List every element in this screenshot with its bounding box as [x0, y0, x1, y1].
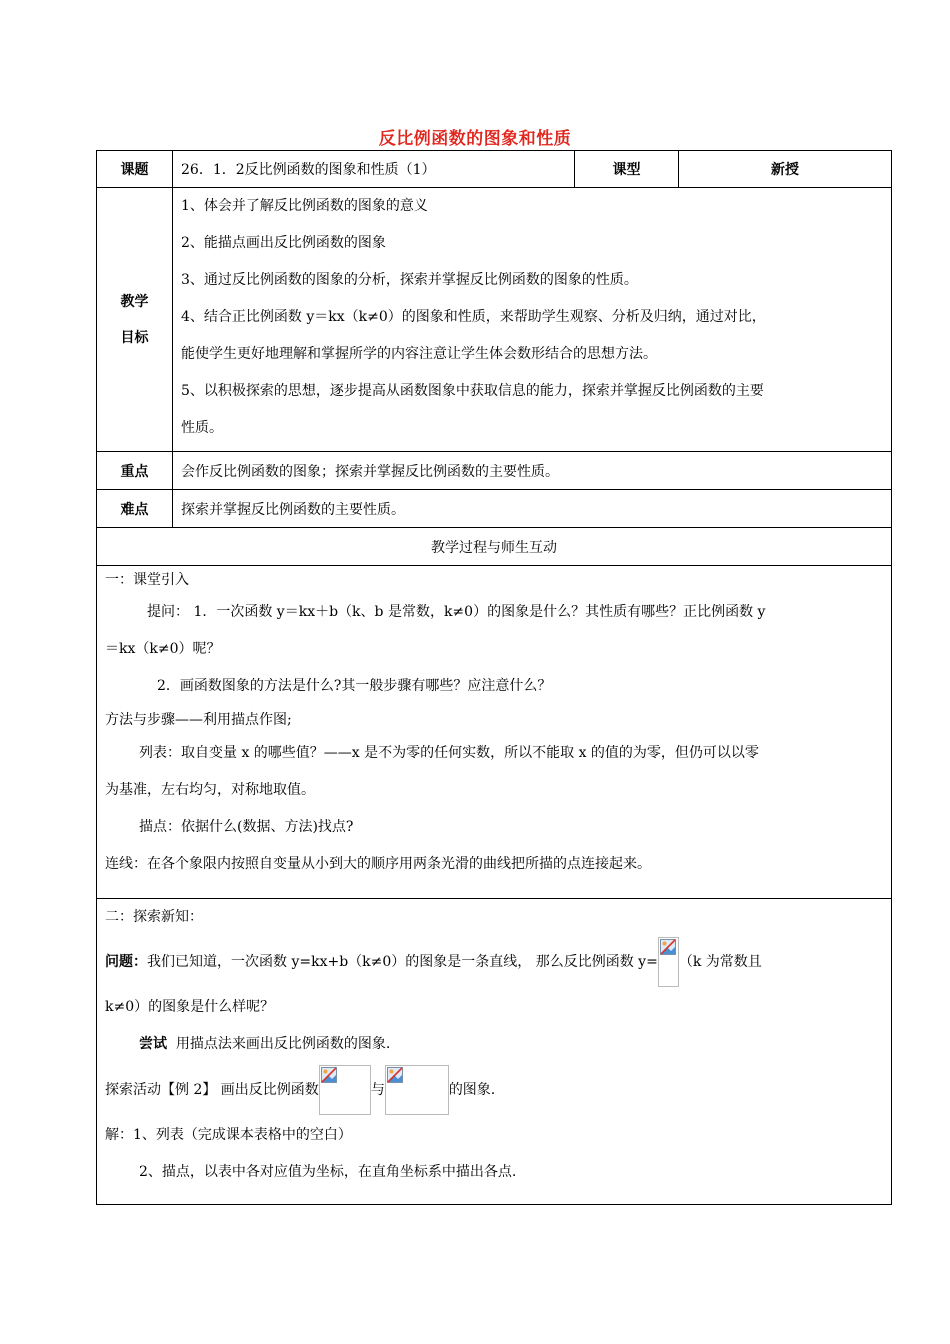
formula-image-placeholder — [385, 1065, 449, 1115]
solution-step1: 解：1、列表（完成课本表格中的空白） — [105, 1127, 352, 1143]
list-step-line1: 列表：取自变量 x 的哪些值？——x 是不为零的任何实数，所以不能取 x 的值的为零，但仍可以以零 — [139, 745, 759, 761]
goal-item: 4、结合正比例函数 y＝kx（k≠0）的图象和性质，来帮助学生观察、分析及归纳，通过对比， — [181, 309, 766, 325]
goal-item: 性质。 — [181, 420, 223, 436]
key-point-value: 会作反比例函数的图象；探索并掌握反比例函数的主要性质。 — [173, 452, 892, 490]
problem-tail: （k 为常数且 — [678, 954, 762, 970]
method-line: 方法与步骤——利用描点作图; — [105, 712, 292, 728]
goal-item: 3、通过反比例函数的图象的分析，探索并掌握反比例函数的图象的性质。 — [181, 272, 638, 288]
section1-heading: 一：课堂引入 — [105, 572, 189, 588]
key-point-row — [97, 452, 892, 490]
broken-image-icon — [321, 1067, 337, 1083]
type-label: 课型 — [575, 151, 679, 188]
plot-step: 描点：依据什么(数据、方法)找点? — [139, 819, 354, 835]
goal-item: 1、体会并了解反比例函数的图象的意义 — [181, 198, 428, 214]
lesson-plan-table — [96, 150, 892, 1205]
section1-content — [97, 566, 892, 899]
topic-label: 课题 — [97, 151, 173, 188]
process-heading: 教学过程与师生互动 — [97, 528, 892, 566]
formula-image-placeholder — [319, 1065, 371, 1115]
process-heading-row — [97, 528, 892, 566]
goals-row — [97, 188, 892, 452]
problem-line2: k≠0）的图象是什么样呢？ — [105, 999, 275, 1015]
formula-image-placeholder — [658, 937, 679, 987]
topic-value: 26．1．2反比例函数的图象和性质（1） — [173, 151, 575, 188]
goals-label-line1: 教学 — [120, 293, 149, 310]
question1-line1: 提问： 1．一次函数 y＝kx＋b（k、b 是常数，k≠0）的图象是什么？其性质有哪些？正比例函数 y — [147, 604, 766, 620]
difficulty-row — [97, 490, 892, 528]
connect-step: 连线：在各个象限内按照自变量从小到大的顺序用两条光滑的曲线把所描的点连接起来。 — [105, 856, 651, 872]
problem-line1 — [105, 935, 883, 989]
key-point-label: 重点 — [97, 452, 173, 490]
goals-content — [173, 188, 892, 452]
goal-item: 能使学生更好地理解和掌握所学的内容注意让学生体会数形结合的思想方法。 — [181, 346, 657, 362]
problem-label: 问题： — [105, 954, 147, 970]
solution-step2: 2、描点，以表中各对应值为坐标，在直角坐标系中描出各点. — [139, 1164, 517, 1180]
problem-text: 我们已知道，一次函数 y=kx+b（k≠0）的图象是一条直线， 那么反比例函数 y= — [147, 954, 658, 970]
question1-line2: ＝kx（k≠0）呢？ — [105, 641, 221, 657]
document-title: 反比例函数的图象和性质 — [378, 129, 572, 149]
example-tail: 的图象. — [448, 1082, 496, 1098]
example-text: 探索活动【例 2】 画出反比例函数 — [105, 1082, 319, 1098]
section1-row — [97, 566, 892, 899]
goal-item: 5、以积极探索的思想，逐步提高从函数图象中获取信息的能力，探索并掌握反比例函数的主要 — [181, 383, 764, 399]
section2-heading: 二：探索新知： — [105, 909, 203, 925]
type-value: 新授 — [679, 151, 892, 188]
try-label: 尝试 — [139, 1036, 167, 1052]
example-line — [105, 1063, 883, 1117]
try-text: 用描点法来画出反比例函数的图象. — [175, 1036, 391, 1052]
try-line — [105, 1025, 883, 1063]
difficulty-value: 探索并掌握反比例函数的主要性质。 — [173, 490, 892, 528]
goal-item: 2、能描点画出反比例函数的图象 — [181, 235, 386, 251]
section2-content — [97, 899, 892, 1205]
goals-label-line2: 目标 — [120, 329, 149, 346]
difficulty-label: 难点 — [97, 490, 173, 528]
question2: 2．画函数图象的方法是什么?其一般步骤有哪些？应注意什么？ — [157, 678, 552, 694]
section2-row — [97, 899, 892, 1205]
broken-image-icon — [387, 1067, 403, 1083]
list-step-line2: 为基准，左右均匀，对称地取值。 — [105, 782, 315, 798]
broken-image-icon — [660, 939, 676, 955]
goals-label — [97, 188, 173, 452]
example-and: 与 — [370, 1082, 385, 1098]
topic-row — [97, 151, 892, 188]
